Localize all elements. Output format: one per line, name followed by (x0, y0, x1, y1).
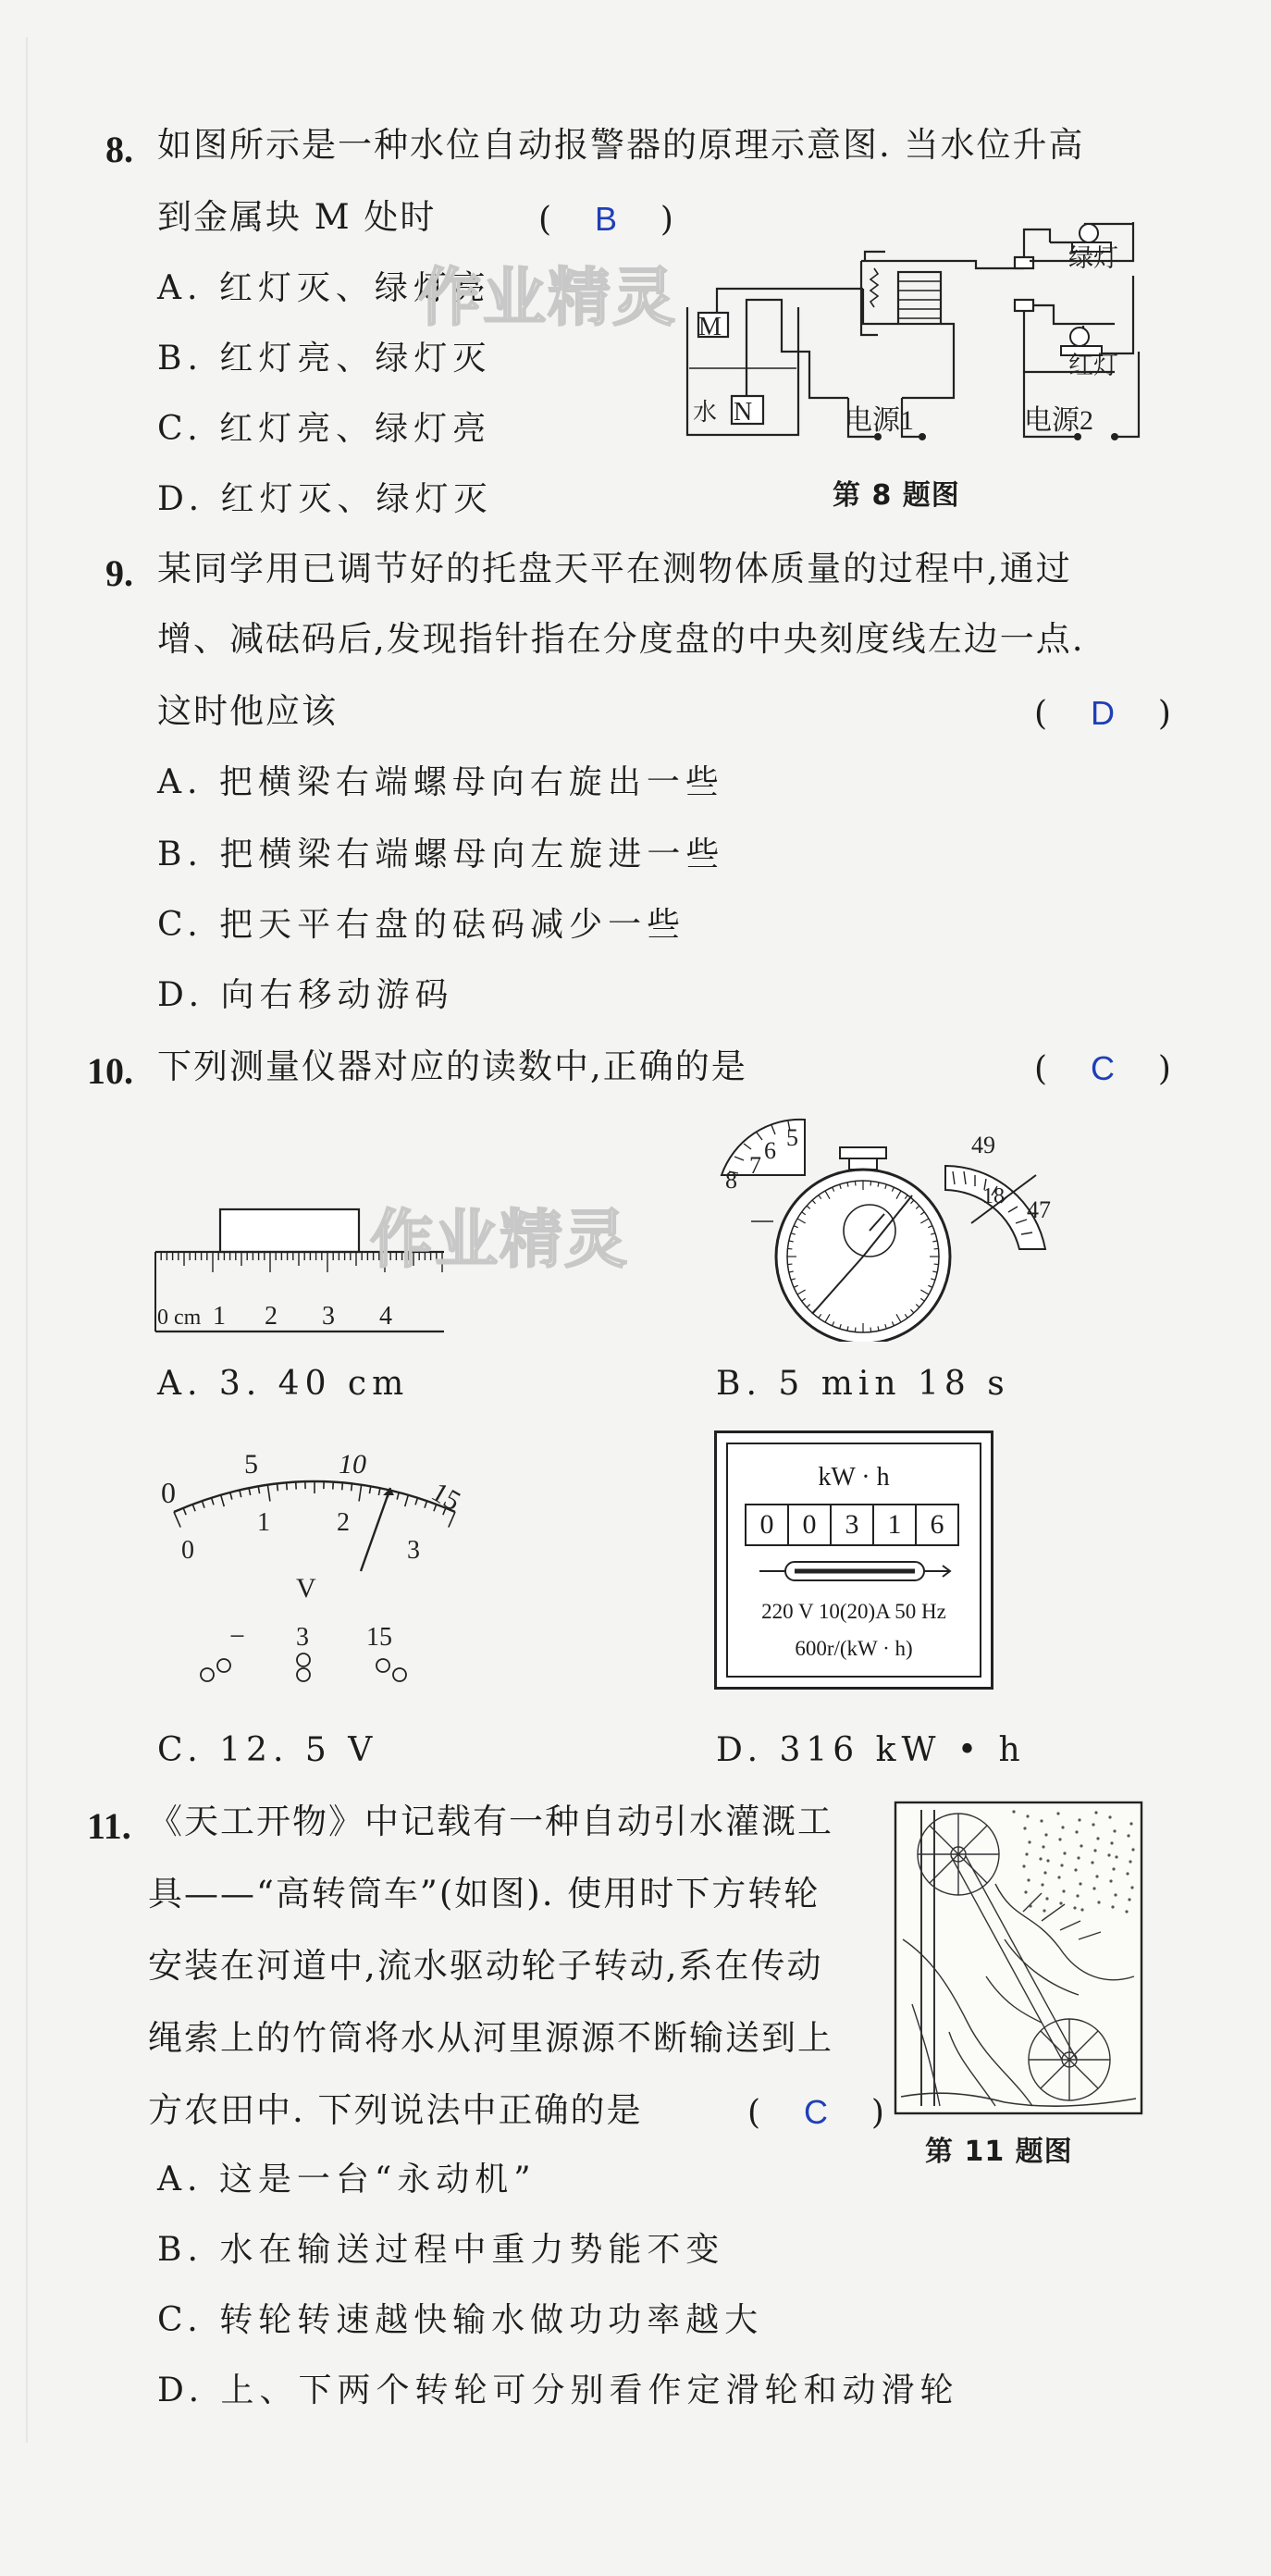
q10-stem: 下列测量仪器对应的读数中,正确的是 (157, 1046, 747, 1086)
q8-option-d: D. 红灯灭、绿灯灭 (157, 480, 493, 518)
q10-vm-terminal-15: 15 (366, 1623, 392, 1652)
q8-stem-line2: 到金属块 M 处时 (157, 197, 437, 237)
q8-answer: B (594, 200, 624, 238)
q10-energy-meter-spec1: 220 V 10(20)A 50 Hz (761, 1600, 946, 1623)
q10-vm-unit: V (296, 1573, 316, 1604)
q10-vm-upper-5: 5 (244, 1449, 258, 1480)
q11-stem-line3: 安装在河道中,流水驱动轮子转动,系在传动 (148, 1946, 823, 1986)
q10-voltmeter-figure (148, 1432, 481, 1701)
q10-meter-digit: 0 (745, 1504, 789, 1546)
q8-label-n: N (734, 398, 753, 427)
q10-vm-upper-10: 10 (339, 1449, 366, 1480)
q8-stem-line1: 如图所示是一种水位自动报警器的原理示意图. 当水位升高 (157, 125, 1085, 165)
q11-stem-line1: 《天工开物》中记载有一种自动引水灌溉工 (148, 1802, 833, 1841)
q10-sw-outer-49: 49 (971, 1132, 995, 1158)
q10-vm-terminal-neg: − (229, 1621, 245, 1652)
q10-vm-lower-0: 0 (181, 1536, 194, 1565)
q10-ruler-tick-2: 2 (265, 1302, 278, 1331)
watermark-logo-2: 作业精灵 (370, 1204, 630, 1277)
q9-option-c: C. 把天平右盘的砝码减少一些 (157, 906, 686, 944)
q10-stopwatch-figure (703, 1110, 1055, 1342)
q8-number: 8. (105, 129, 133, 170)
q10-sw-inner-6: 6 (764, 1137, 776, 1164)
q10-sw-outer-47: 47 (1027, 1196, 1051, 1223)
q9-stem-line3: 这时他应该 (157, 691, 338, 731)
q10-sw-inner-5: 5 (786, 1124, 798, 1151)
q11-option-a: A. 这是一台“永动机” (157, 2161, 537, 2198)
q10-option-a: A. 3. 40 cm (157, 1365, 410, 1403)
q8-option-a: A. 红灯灭、绿灯亮 (157, 269, 491, 307)
q10-answer: C (1090, 1049, 1122, 1087)
q11-stem-line5: 方农田中. 下列说法中正确的是 (148, 2090, 643, 2130)
q10-sw-outer-18: 18 (982, 1184, 1005, 1208)
q11-answer: C (803, 2093, 835, 2131)
q9-option-b: B. 把横梁右端螺母向左旋进一些 (157, 836, 725, 873)
q8-answer-bracket: ( B ) (538, 200, 681, 239)
q10-option-b: B. 5 min 18 s (716, 1365, 1010, 1403)
q8-label-power2: 电源2 (1024, 405, 1093, 436)
q10-option-c: C. 12. 5 V (157, 1731, 378, 1769)
q9-stem-line2: 增、减砝码后,发现指针指在分度盘的中央刻度线左边一点. (157, 619, 1085, 659)
q10-energy-meter (714, 1430, 993, 1690)
q9-number: 9. (105, 552, 133, 594)
q11-option-d: D. 上、下两个转轮可分别看作定滑轮和动滑轮 (157, 2372, 959, 2409)
page-margin-line (26, 37, 28, 2443)
q10-meter-digit: 1 (874, 1504, 917, 1546)
q10-ruler-tick-1: 1 (213, 1302, 226, 1331)
q11-waterwheel-figure (894, 1801, 1143, 2115)
q11-answer-bracket: ( C ) (747, 2093, 892, 2132)
q10-meter-disc-icon (758, 1557, 952, 1585)
q10-answer-bracket: ( C ) (1034, 1049, 1178, 1088)
q10-energy-meter-spec2: 600r/(kW · h) (795, 1637, 913, 1660)
q9-option-a: A. 把横梁右端螺母向右旋出一些 (157, 763, 724, 801)
q10-meter-digit: 0 (789, 1504, 832, 1546)
q10-ruler-unit: 0 cm (157, 1306, 202, 1330)
q8-label-water: 水 (693, 399, 718, 426)
q10-number: 10. (87, 1050, 133, 1092)
q10-option-d: D. 316 kW • h (716, 1731, 1026, 1769)
watermark-logo: 作业精灵 (418, 262, 678, 335)
q8-label-green-lamp: 绿灯 (1068, 244, 1118, 272)
q10-vm-lower-3: 3 (407, 1536, 420, 1565)
q10-vm-lower-1: 1 (257, 1508, 270, 1537)
q11-number: 11. (87, 1805, 131, 1847)
q10-vm-lower-2: 2 (337, 1508, 350, 1537)
q11-stem-line2: 具——“高转筒车”(如图). 使用时下方转轮 (148, 1874, 821, 1913)
q10-vm-upper-0: 0 (161, 1476, 176, 1509)
q10-meter-digit: 3 (832, 1504, 874, 1546)
q10-energy-meter-unit: kW · h (818, 1463, 890, 1492)
q8-label-m: M (698, 313, 722, 341)
q9-stem-line1: 某同学用已调节好的托盘天平在测物体质量的过程中,通过 (157, 549, 1072, 588)
q11-stem-line4: 绳索上的竹筒将水从河里源源不断输送到上 (148, 2018, 833, 2058)
q10-ruler-tick-4: 4 (379, 1302, 392, 1331)
q8-label-red-lamp: 红灯 (1068, 352, 1118, 379)
q11-option-c: C. 转轮转速越快输水做功功率越大 (157, 2301, 764, 2339)
q8-circuit-figure (680, 215, 1147, 455)
q10-meter-digit: 6 (917, 1504, 959, 1546)
q11-option-b: B. 水在输送过程中重力势能不变 (157, 2231, 725, 2269)
q8-option-b: B. 红灯亮、绿灯灭 (157, 340, 492, 378)
q9-answer: D (1090, 694, 1122, 732)
q10-sw-inner-8: 8 (725, 1167, 737, 1194)
q10-vm-upper-15: 15 (426, 1476, 466, 1517)
q11-figure-caption: 第 11 题图 (925, 2136, 1073, 2168)
q10-ruler-tick-3: 3 (322, 1302, 335, 1331)
q10-energy-meter-digits (745, 1504, 959, 1546)
q10-vm-terminal-3: 3 (296, 1623, 309, 1652)
q8-label-power1: 电源1 (845, 405, 914, 436)
q10-sw-inner-7: 7 (749, 1152, 761, 1179)
q8-option-c: C. 红灯亮、绿灯亮 (157, 410, 492, 448)
q10-ruler-object (220, 1209, 359, 1252)
q9-answer-bracket: ( D ) (1034, 694, 1178, 733)
q9-option-d: D. 向右移动游码 (157, 976, 454, 1014)
q8-figure-caption: 第 8 题图 (833, 479, 960, 512)
